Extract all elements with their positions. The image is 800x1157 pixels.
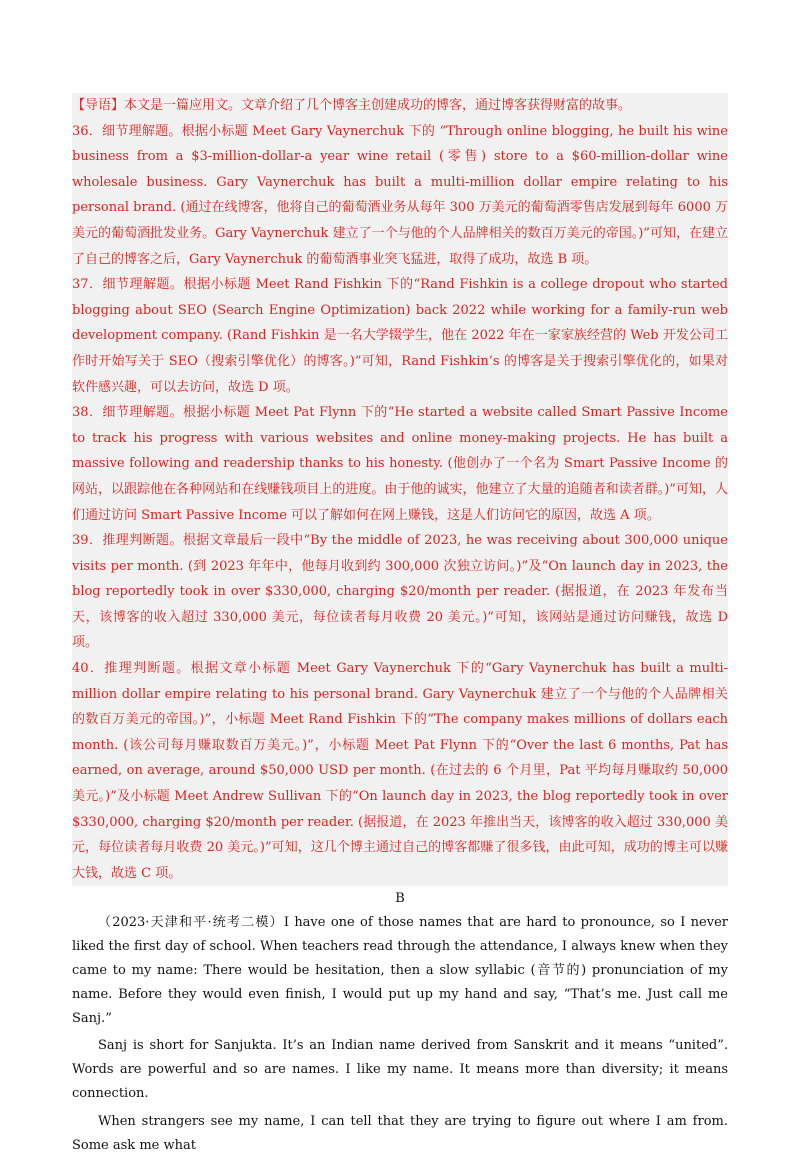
answer-explanations-block <box>72 93 728 886</box>
passage-paragraph-3: When strangers see my name, I can tell that they are trying to figure out where I am from. Some ask me what <box>72 1113 728 1153</box>
passage-paragraph-1: （2023·天津和平·统考二模）I have one of those names that are hard to pronounce, so I never liked the first day of school. When teachers read through the attendance, I always knew when they came to my name: There would be hesitation, then a slow syllabic (音节的) pronunciation of my name. Before they would even finish, I would put up my hand and say, “That’s me. Just call me Sanj.” <box>72 915 728 1026</box>
passage-paragraph-2: Sanj is short for Sanjukta. It’s an Indian name derived from Sanskrit and it means “united”. Words are powerful and so are names. I like my name. It means more than diversity; it means connection. <box>72 1038 728 1101</box>
explanation-37: 37．细节理解题。根据小标题 Meet Rand Fishkin 下的“Rand Fishkin is a college dropout who started blogging about SEO (Search Engine Optimization) back 2022 while working for a family-run web development company. (Rand Fishkin 是一名大学辍学生，他在 2022 年在一家家族经营的 Web 开发公司工作时开始写关于 SEO（搜索引擎优化）的博客。)”可知，Rand Fishkin’s 的博客是关于搜索引擎优化的，如果对软件感兴趣，可以去访问，故选 D 项。 <box>72 277 728 395</box>
reading-passage <box>72 911 728 1157</box>
intro-paragraph: 【导语】本文是一篇应用文。文章介绍了几个博客主创建成功的博客，通过博客获得财富的故事。 <box>72 98 632 113</box>
section-label: B <box>395 891 405 907</box>
explanation-38: 38．细节理解题。根据小标题 Meet Pat Flynn 下的“He started a website called Smart Passive Income to track his progress with various websites and online money-making projects. He has built a massive following and readership thanks to his honesty. (他创办了一个名为 Smart Passive Income 的网站，以跟踪他在各种网站和在线赚钱项目上的进度。由于他的诚实，他建立了大量的追随者和读者群。)”可知，人们通过访问 Smart Passive Income 可以了解如何在网上赚钱，这是人们访问它的原因，故选 A 项。 <box>72 405 728 523</box>
explanation-40: 40．推理判断题。根据文章小标题 Meet Gary Vaynerchuk 下的“Gary Vaynerchuk has built a multi-million dollar empire relating to his personal brand. Gary Vaynerchuk 建立了一个与他的个人品牌相关的数百万美元的帝国。)”，小标题 Meet Rand Fishkin 下的“The company makes millions of dollars each month. (该公司每月赚取数百万美元。)”，小标题 Meet Pat Flynn 下的“Over the last 6 months, Pat has earned, on average, around $50,000 USD per month. (在过去的 6 个月里，Pat 平均每月赚取约 50,000 美元。)”及小标题 Meet Andrew Sullivan 下的“On launch day in 2023, the blog reportedly took in over $330,000, charging $20/month per reader. (据报道，在 2023 年推出当天，该博客的收入超过 330,000 美元，每位读者每月收费 20 美元。)”可知，这几个博主通过自己的博客都赚了很多钱，由此可知，成功的博主可以赚大钱，故选 C 项。 <box>72 661 728 881</box>
explanation-36: 36．细节理解题。根据小标题 Meet Gary Vaynerchuk 下的 “Through online blogging, he built his wine business from a $3-million-dollar-a year wine retail (零售) store to a $60-million-dollar wine wholesale business. Gary Vaynerchuk has built a multi-million dollar empire relating to his personal brand. (通过在线博客，他将自己的葡萄酒业务从每年 300 万美元的葡萄酒零售店发展到每年 6000 万美元的葡萄酒批发业务。Gary Vaynerchuk 建立了一个与他的个人品牌相关的数百万美元的帝国。)”可知，在建立了自己的博客之后，Gary Vaynerchuk 的葡萄酒事业突飞猛进，取得了成功，故选 B 项。 <box>72 123 728 267</box>
document-page <box>72 93 728 1157</box>
explanation-39: 39．推理判断题。根据文章最后一段中“By the middle of 2023, he was receiving about 300,000 unique visits per month. (到 2023 年年中，他每月收到约 300,000 次独立访问。)”及“On launch day in 2023, the blog reportedly took in over $330,000, charging $20/month per reader. (据报道，在 2023 年发布当天，该博客的收入超过 330,000 美元，每位读者每月收费 20 美元。)”可知，该网站是通过访问赚钱，故选 D 项。 <box>72 533 728 651</box>
